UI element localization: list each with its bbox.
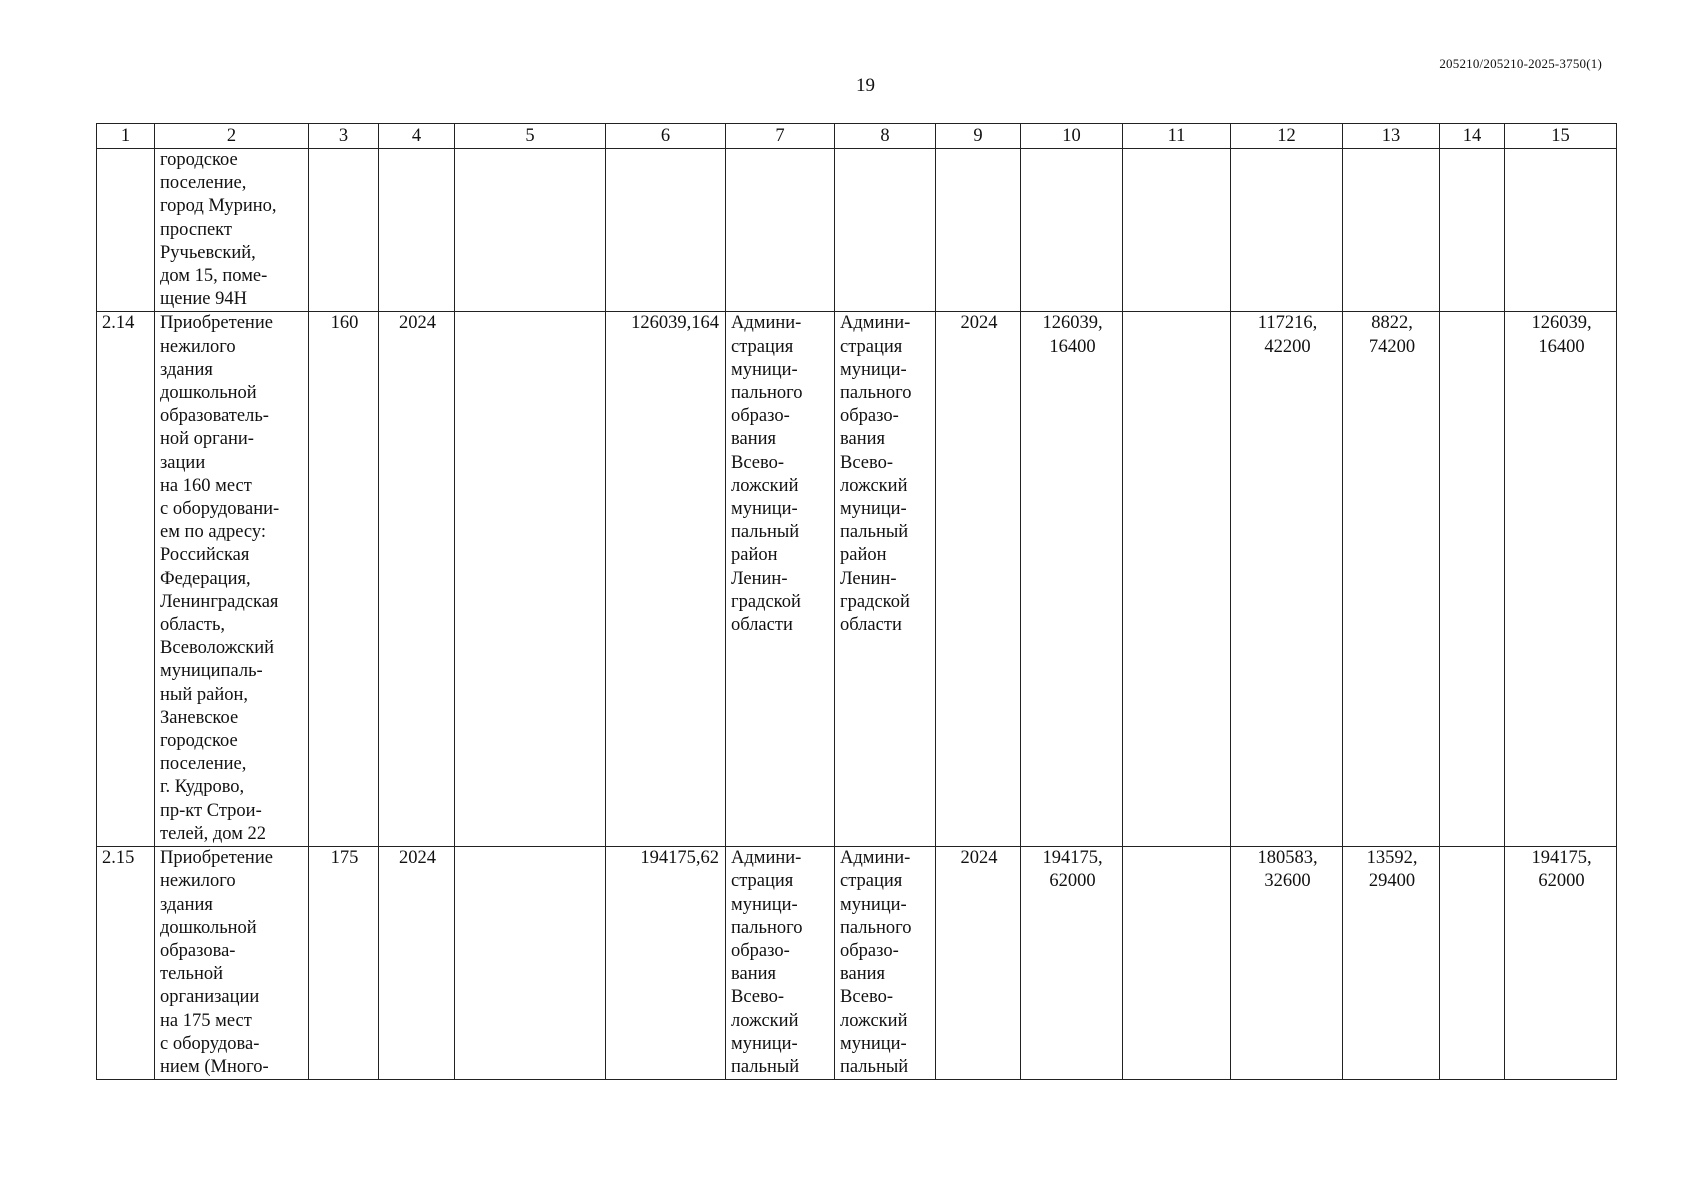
table-cell-year: 2024 (379, 847, 455, 1080)
table-cell-amount: 126039, 16400 (1505, 312, 1617, 847)
table-cell-amount: 117216, 42200 (1231, 312, 1343, 847)
table-cell (936, 149, 1021, 312)
table-cell-capacity: 160 (309, 312, 379, 847)
table-cell (606, 149, 726, 312)
table-cell-developer: Админи- страция муници- пального образо- вания Всево- ложский муници- пальный район Ленин- градской области (835, 312, 936, 847)
document-registration-number: 205210/205210-2025-3750(1) (1439, 56, 1602, 71)
column-header: 2 (155, 124, 309, 149)
table-cell-year: 2024 (379, 312, 455, 847)
column-header: 4 (379, 124, 455, 149)
table-cell-description: Приобретение нежилого здания дошкольной образователь- ной органи- зации на 160 мест с оборудовани- ем по адресу: Российская Федерация, Ленинградская область, Всеволожский муниципаль- ный район, Заневское городское поселение, г. Кудрово, пр-кт Строи- телей, дом 22 (155, 312, 309, 847)
table-cell (1231, 149, 1343, 312)
table-cell (726, 149, 835, 312)
table-cell-cost: 126039,164 (606, 312, 726, 847)
table-cell (1440, 847, 1505, 1080)
table-cell-developer: Админи- страция муници- пального образо- вания Всево- ложский муници- пальный (835, 847, 936, 1080)
column-header: 9 (936, 124, 1021, 149)
column-header: 5 (455, 124, 606, 149)
column-header: 15 (1505, 124, 1617, 149)
column-header: 14 (1440, 124, 1505, 149)
column-header: 10 (1021, 124, 1123, 149)
table-cell-amount: 194175, 62000 (1505, 847, 1617, 1080)
page-number: 19 (856, 75, 875, 96)
table-cell (1505, 149, 1617, 312)
table-cell (1440, 312, 1505, 847)
table-cell (835, 149, 936, 312)
table-cell-amount: 8822, 74200 (1343, 312, 1440, 847)
table-row (97, 847, 1617, 1080)
table-cell-customer: Админи- страция муници- пального образо- вания Всево- ложский муници- пальный (726, 847, 835, 1080)
table-cell-capacity: 175 (309, 847, 379, 1080)
table-cell (1440, 149, 1505, 312)
table-cell-number: 2.14 (97, 312, 155, 847)
table-header-row (97, 124, 1617, 149)
table-row (97, 149, 1617, 312)
table-cell-number (97, 149, 155, 312)
table-cell-year: 2024 (936, 847, 1021, 1080)
table-cell-cost: 194175,62 (606, 847, 726, 1080)
column-header: 12 (1231, 124, 1343, 149)
table-cell (455, 847, 606, 1080)
column-header: 8 (835, 124, 936, 149)
table-cell (1123, 149, 1231, 312)
table-cell (1021, 149, 1123, 312)
column-header: 13 (1343, 124, 1440, 149)
table-cell-amount: 180583, 32600 (1231, 847, 1343, 1080)
column-header: 3 (309, 124, 379, 149)
table-cell (1123, 847, 1231, 1080)
column-header: 1 (97, 124, 155, 149)
table-cell-description: Приобретение нежилого здания дошкольной образова- тельной организации на 175 мест с оборудова- нием (Много- (155, 847, 309, 1080)
table-cell-description: городское поселение, город Мурино, проспект Ручьевский, дом 15, поме- щение 94Н (155, 149, 309, 312)
data-table (96, 123, 1617, 1080)
column-header: 7 (726, 124, 835, 149)
table-cell-amount: 194175, 62000 (1021, 847, 1123, 1080)
table-cell (1123, 312, 1231, 847)
table-cell (455, 149, 606, 312)
table-cell (1343, 149, 1440, 312)
column-header: 6 (606, 124, 726, 149)
table-row (97, 312, 1617, 847)
table-cell (379, 149, 455, 312)
column-header: 11 (1123, 124, 1231, 149)
table-cell-customer: Админи- страция муници- пального образо- вания Всево- ложский муници- пальный район Ленин- градской области (726, 312, 835, 847)
table-cell (455, 312, 606, 847)
table-cell-amount: 13592, 29400 (1343, 847, 1440, 1080)
table-cell (309, 149, 379, 312)
table-cell-year: 2024 (936, 312, 1021, 847)
table-cell-amount: 126039, 16400 (1021, 312, 1123, 847)
table-cell-number: 2.15 (97, 847, 155, 1080)
